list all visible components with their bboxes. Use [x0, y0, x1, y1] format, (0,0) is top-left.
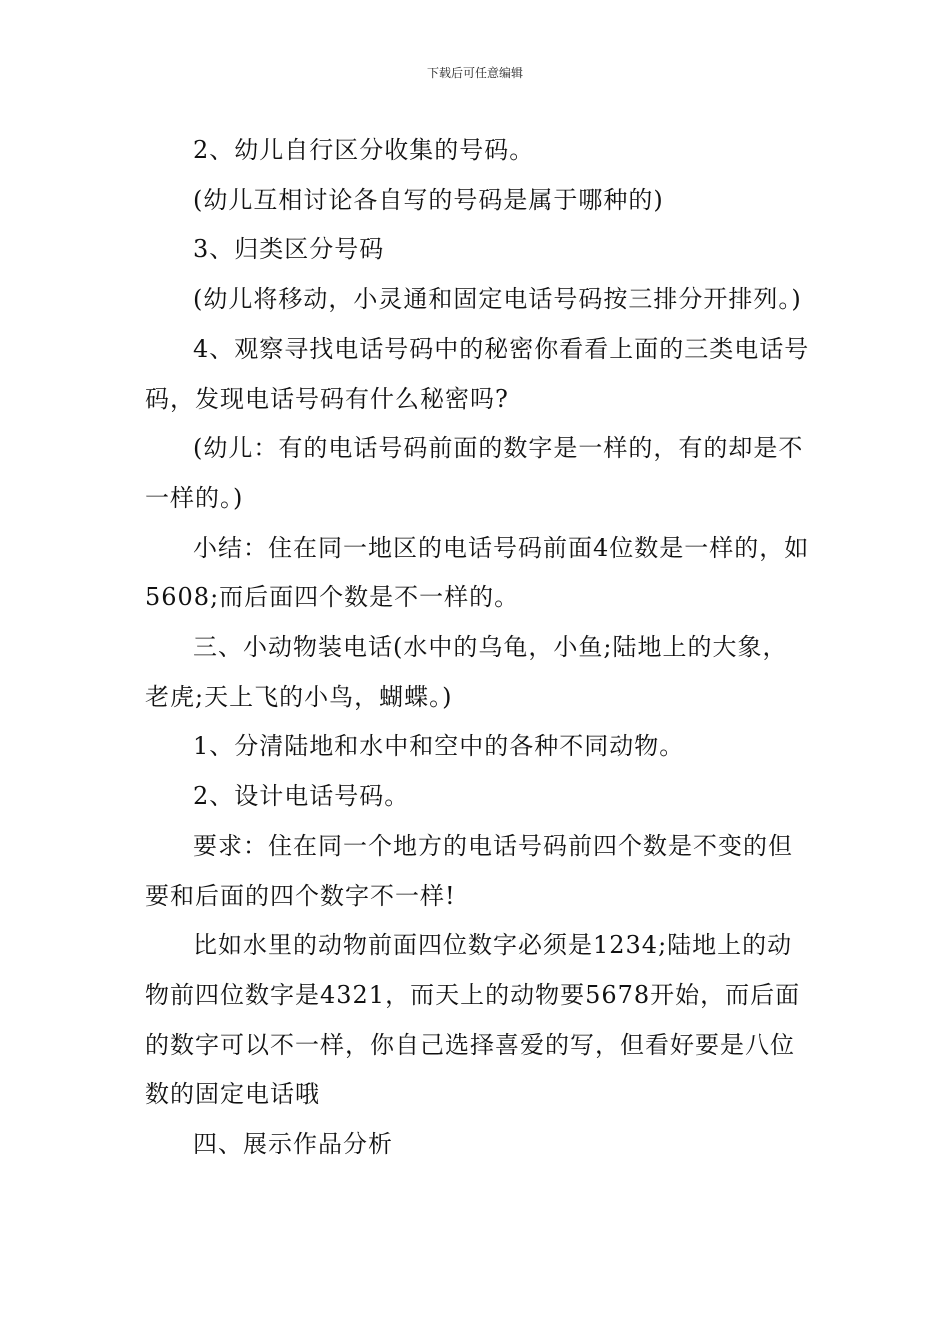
- paragraph: (幼儿将移动，小灵通和固定电话号码按三排分开排列。): [193, 285, 802, 314]
- page-header: 下载后可任意编辑: [426, 66, 523, 80]
- paragraph: 2、幼儿自行区分收集的号码。: [193, 136, 535, 164]
- paragraph: (幼儿：有的电话号码前面的数字是一样的，有的却是不一样的。): [145, 434, 804, 512]
- paragraph: 比如水里的动物前面四位数字必须是1234;陆地上的动物前四位数字是4321，而天上的动物要5678开始，而后面的数字可以不一样，你自己选择喜爱的写，但看好要是八位数的固定电话哦: [145, 931, 801, 1109]
- paragraph: 3、归类区分号码: [193, 235, 385, 264]
- paragraph: 1、分清陆地和水中和空中的各种不同动物。: [193, 732, 685, 761]
- paragraph: 2、设计电话号码。: [193, 782, 410, 811]
- paragraph: (幼儿互相讨论各自写的号码是属于哪种的): [193, 185, 664, 214]
- paragraph: 4、观察寻找电话号码中的秘密你看看上面的三类电话号码，发现电话号码有什么秘密吗?: [145, 334, 810, 413]
- paragraph: 四、展示作品分析: [193, 1130, 393, 1159]
- document-body: [145, 126, 810, 1170]
- paragraph: 三、小动物装电话(水中的乌龟，小鱼;陆地上的大象，老虎;天上飞的小鸟，蝴蝶。): [145, 633, 788, 711]
- paragraph: 小结：住在同一地区的电话号码前面4位数是一样的，如5608;而后面四个数是不一样的。: [145, 533, 810, 612]
- paragraph: 要求：住在同一个地方的电话号码前四个数是不变的但要和后面的四个数字不一样!: [145, 831, 793, 910]
